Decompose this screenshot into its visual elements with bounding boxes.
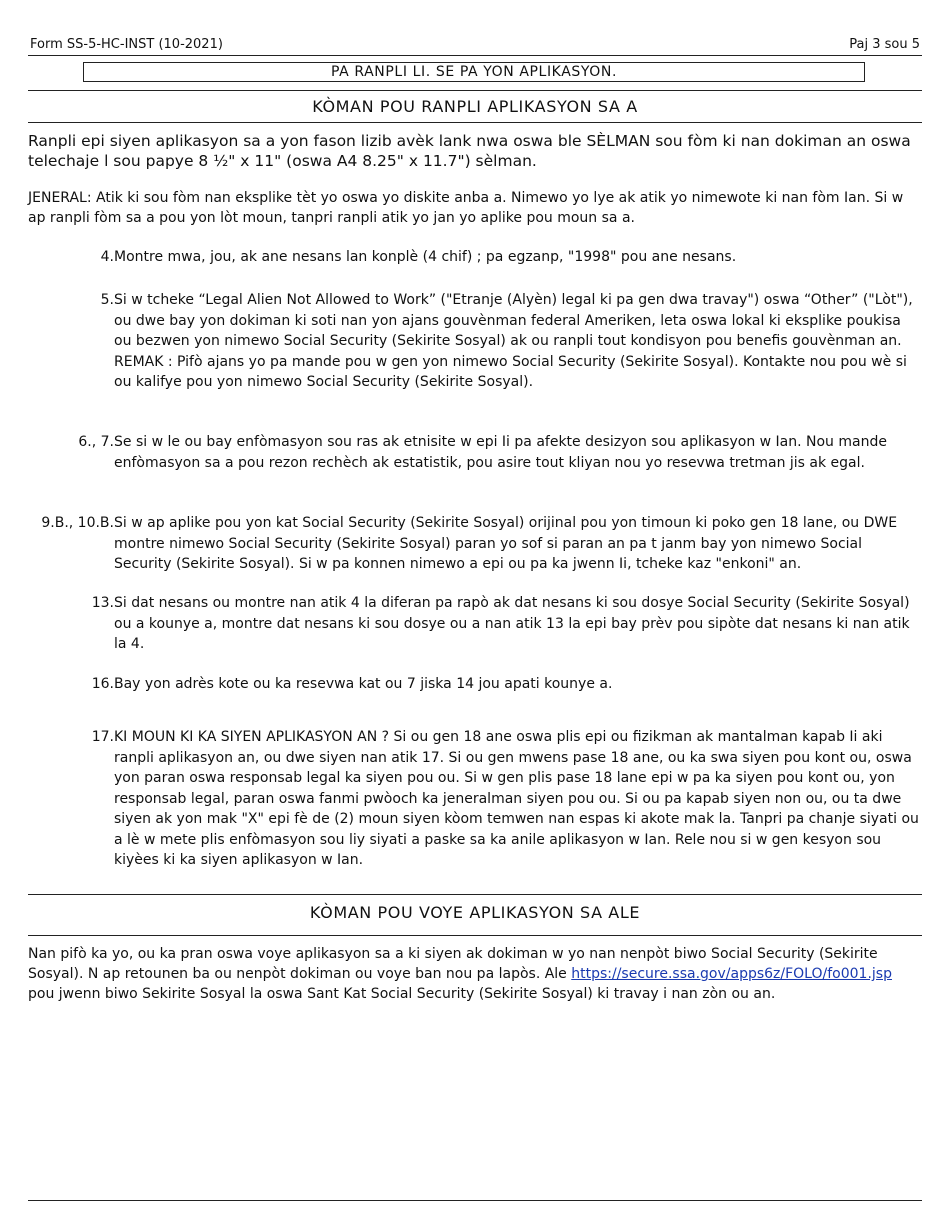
item-text: Montre mwa, jou, ak ane nesans lan konplè (4 chif) ; pa egzanp, "1998" pou ane nesans. — [114, 249, 737, 265]
section-rule-bottom — [28, 122, 922, 123]
section-rule-top — [28, 894, 922, 895]
item-number: 4. — [100, 249, 114, 265]
intro-paragraph: Ranpli epi siyen aplikasyon sa a yon fason lizib avèk lank nwa oswa ble SÈLMAN sou fòm ki nan dokiman an oswa telechaje l sou papye 8 ½" x 11" (oswa A4 8.25" x 11.7") sèlman. — [28, 132, 911, 170]
form-id: Form SS-5-HC-INST (10-2021) — [30, 37, 223, 52]
mailing-paragraph — [28, 944, 922, 1004]
list-item — [28, 513, 922, 575]
section-title-completing: KÒMAN POU RANPLI APLIKASYON SA A — [312, 97, 638, 116]
item-text: Se si w le ou bay enfòmasyon sou ras ak etnisite w epi Ii pa afekte desizyon sou aplikasyon w Ian. Nou mande enfòmasyon sa a pou rezon rechèch ak estatistik, pou asire tout kliyan nou yo resevwa tretman jis ak egal. — [114, 434, 887, 471]
list-item — [28, 247, 922, 268]
page-number: Paj 3 sou 5 — [849, 37, 920, 52]
item-text: Si w tcheke “Legal Alien Not Allowed to Work” ("Etranje (Alyèn) legal ki pa gen dwa travay") oswa “Other” ("Lòt"), ou dwe bay yon dokiman ki soti nan yon ajans gouvènman federal Ameriken, leta oswa lokal ki eksplike poukisa ou bezwen yon nimewo Social Security (Sekirite Sosyal) ak ou ranpli tout kondisyon pou benefis gouvènman an. REMAK : Pifò ajans yo pa mande pou w gen yon nimewo Social Security (Sekirite Sosyal). Kontakte nou pou wè si ou kalifye pou yon nimewo Social Security (Sekirite Sosyal). — [114, 292, 913, 390]
section-rule-bottom — [28, 935, 922, 936]
office-locator-link[interactable]: https://secure.ssa.gov/apps6z/FOLO/fo001.jsp — [571, 966, 892, 982]
section-rule-top — [28, 90, 922, 91]
item-text: Si dat nesans ou montre nan atik 4 la diferan pa rapò ak dat nesans ki sou dosye Social Security (Sekirite Sosyal) ou a kounye a, montre dat nesans ki sou dosye ou a nan atik 13 la epi bay prèv pou sipòte dat nesans ki nan atik la 4. — [114, 595, 910, 652]
header-rule — [28, 55, 922, 56]
item-number: 5. — [100, 292, 114, 308]
item-number: 6., 7. — [78, 434, 114, 450]
notice-banner: PA RANPLI LI. SE PA YON APLIKASYON. — [83, 62, 865, 82]
list-item — [28, 593, 922, 655]
mailing-text-before: Nan pifò ka yo, ou ka pran oswa voye aplikasyon sa a ki siyen ak dokiman w yo nan nenpòt biwo Social Security (Sekirite Sosyal). N ap retounen ba ou nenpòt dokiman ou voye ban nou pa lapòs. Ale — [28, 946, 878, 982]
page-header — [28, 36, 922, 54]
mailing-text-after: pou jwenn biwo Sekirite Sosyal la oswa Sant Kat Social Security (Sekirite Sosyal) ki travay i nan zòn ou an. — [28, 986, 776, 1002]
section-title-mailing: KÒMAN POU VOYE APLIKASYON SA ALE — [309, 903, 641, 922]
item-number: 9.B., 10.B. — [41, 515, 114, 531]
list-item — [28, 674, 922, 695]
item-number: 16. — [91, 676, 114, 692]
item-number: 17. — [91, 729, 114, 745]
list-item — [28, 727, 922, 871]
list-item — [28, 290, 922, 393]
footer-rule — [28, 1200, 922, 1201]
item-text: Si w ap aplike pou yon kat Social Security (Sekirite Sosyal) orijinal pou yon timoun ki poko gen 18 lane, ou DWE montre nimewo Social Security (Sekirite Sosyal) paran yo sof si paran an pa t janm bay yon nimewo Social Security (Sekirite Sosyal). Si w pa konnen nimewo a epi ou pa ka jwenn Ii, tcheke kaz "enkoni" an. — [114, 515, 898, 572]
list-item — [28, 432, 922, 473]
item-text: Bay yon adrès kote ou ka resevwa kat ou 7 jiska 14 jou apati kounye a. — [114, 676, 613, 692]
item-text: KI MOUN KI KA SIYEN APLIKASYON AN ? Si ou gen 18 ane oswa plis epi ou fizikman ak mantalman kapab Ii aki ranpli aplikasyon an, ou dwe siyen nan atik 17. Si ou gen mwens pase 18 ane, ou ka swa siyen pou kont ou, oswa yon paran oswa responsab legal ka siyen pou ou. Si w gen plis pase 18 lane epi w pa ka siyen pou kont ou, yon responsab legal, paran oswa fanmi pwòoch ka jeneralman siyen pou ou. Si ou pa kapab siyen non ou, ou ta dwe siyen ak yon mak "X" epi fè de (2) moun siyen kòom temwen nan espas ki akote mak la. Tanpri pa chanje siyati ou a lè w mete plis enfòmasyon sou liy siyati a paske sa ka anile aplikasyon w Ian. Rele nou si w gen kesyon sou kiyèes ki ka siyen aplikasyon w Ian. — [114, 729, 919, 868]
document-page — [28, 0, 922, 1230]
general-paragraph: JENERAL: Atik ki sou fòm nan eksplike tèt yo oswa yo diskite anba a. Nimewo yo lye ak atik yo nimewote ki nan fòm Ian. Si w ap ranpli fòm sa a pou yon lòt moun, tanpri ranpli atik yo jan yo aplike pou moun sa a. — [28, 190, 904, 226]
item-number: 13. — [91, 595, 114, 611]
